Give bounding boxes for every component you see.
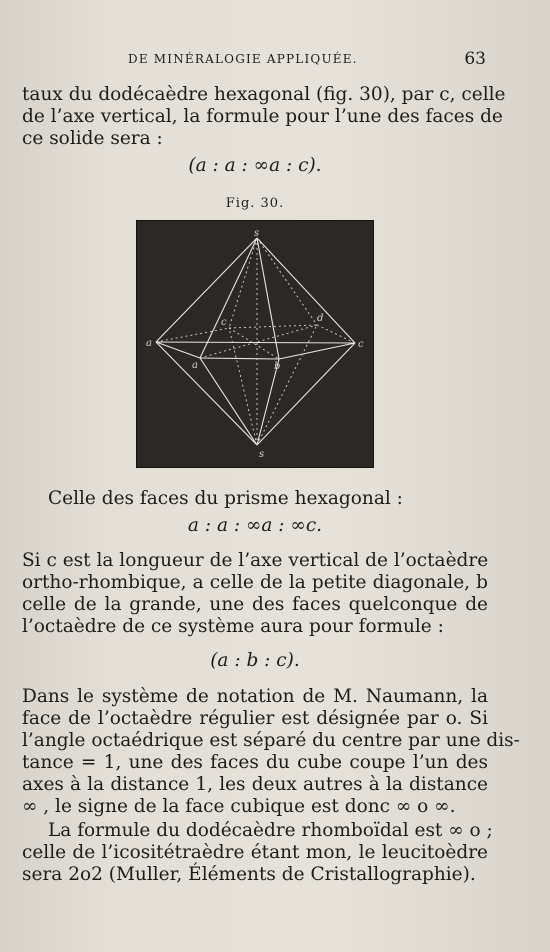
text-line: Si c est la longueur de l’axe vertical de l’octaèdre [22, 550, 489, 571]
text-line: axes à la distance 1, les deux autres à la distance [22, 774, 488, 795]
formula-2: a : a : ∞a : ∞c. [187, 515, 323, 536]
text-line: Dans le système de notation de M. Naumann, la [22, 686, 488, 707]
octahedron-figure [136, 220, 374, 468]
label-bottom: s [259, 449, 265, 460]
text-line: taux du dodécaèdre hexagonal (fig. 30), par c, celle [22, 84, 506, 105]
label-front-left: a [192, 360, 198, 371]
text-line: ce solide sera : [22, 128, 163, 149]
text-line: ortho-rhombique, a celle de la petite diagonale, b [22, 572, 488, 593]
text-line: ∞ , le signe de la face cubique est donc ∞ o ∞. [22, 796, 456, 817]
text-line: sera 2o2 (Muller, Éléments de Cristallographie). [22, 864, 476, 885]
formula-3: (a : b : c). [210, 650, 300, 671]
text-line: l’angle octaédrique est séparé du centre par une dis- [22, 730, 520, 751]
label-top: s [254, 228, 260, 239]
text-line: l’octaèdre de ce système aura pour formule : [22, 616, 444, 637]
label-left: a [146, 338, 152, 349]
label-front-mid: b [274, 361, 281, 372]
text-line: face de l’octaèdre régulier est désignée par o. Si [22, 708, 488, 729]
label-back-left: c [221, 317, 227, 328]
page-number: 63 [464, 49, 486, 69]
text-line: celle de l’icositétraèdre étant mon, le leucitoèdre [22, 842, 488, 863]
figure-caption: Fig. 30. [225, 196, 285, 211]
running-title: DE MINÉRALOGIE APPLIQUÉE. [128, 52, 358, 66]
label-right: c [358, 339, 364, 350]
text-line: La formule du dodécaèdre rhomboïdal est ∞ o ; [48, 820, 493, 841]
formula-1: (a : a : ∞a : c). [188, 155, 322, 176]
label-back-right: d [317, 313, 324, 324]
text-line: de l’axe vertical, la formule pour l’une des faces de [22, 106, 503, 127]
text-line: tance = 1, une des faces du cube coupe l’un des [22, 752, 488, 773]
text-line: celle de la grande, une des faces quelconque de [22, 594, 488, 615]
text-line: Celle des faces du prisme hexagonal : [48, 488, 403, 509]
octahedron-drawing [137, 221, 375, 469]
